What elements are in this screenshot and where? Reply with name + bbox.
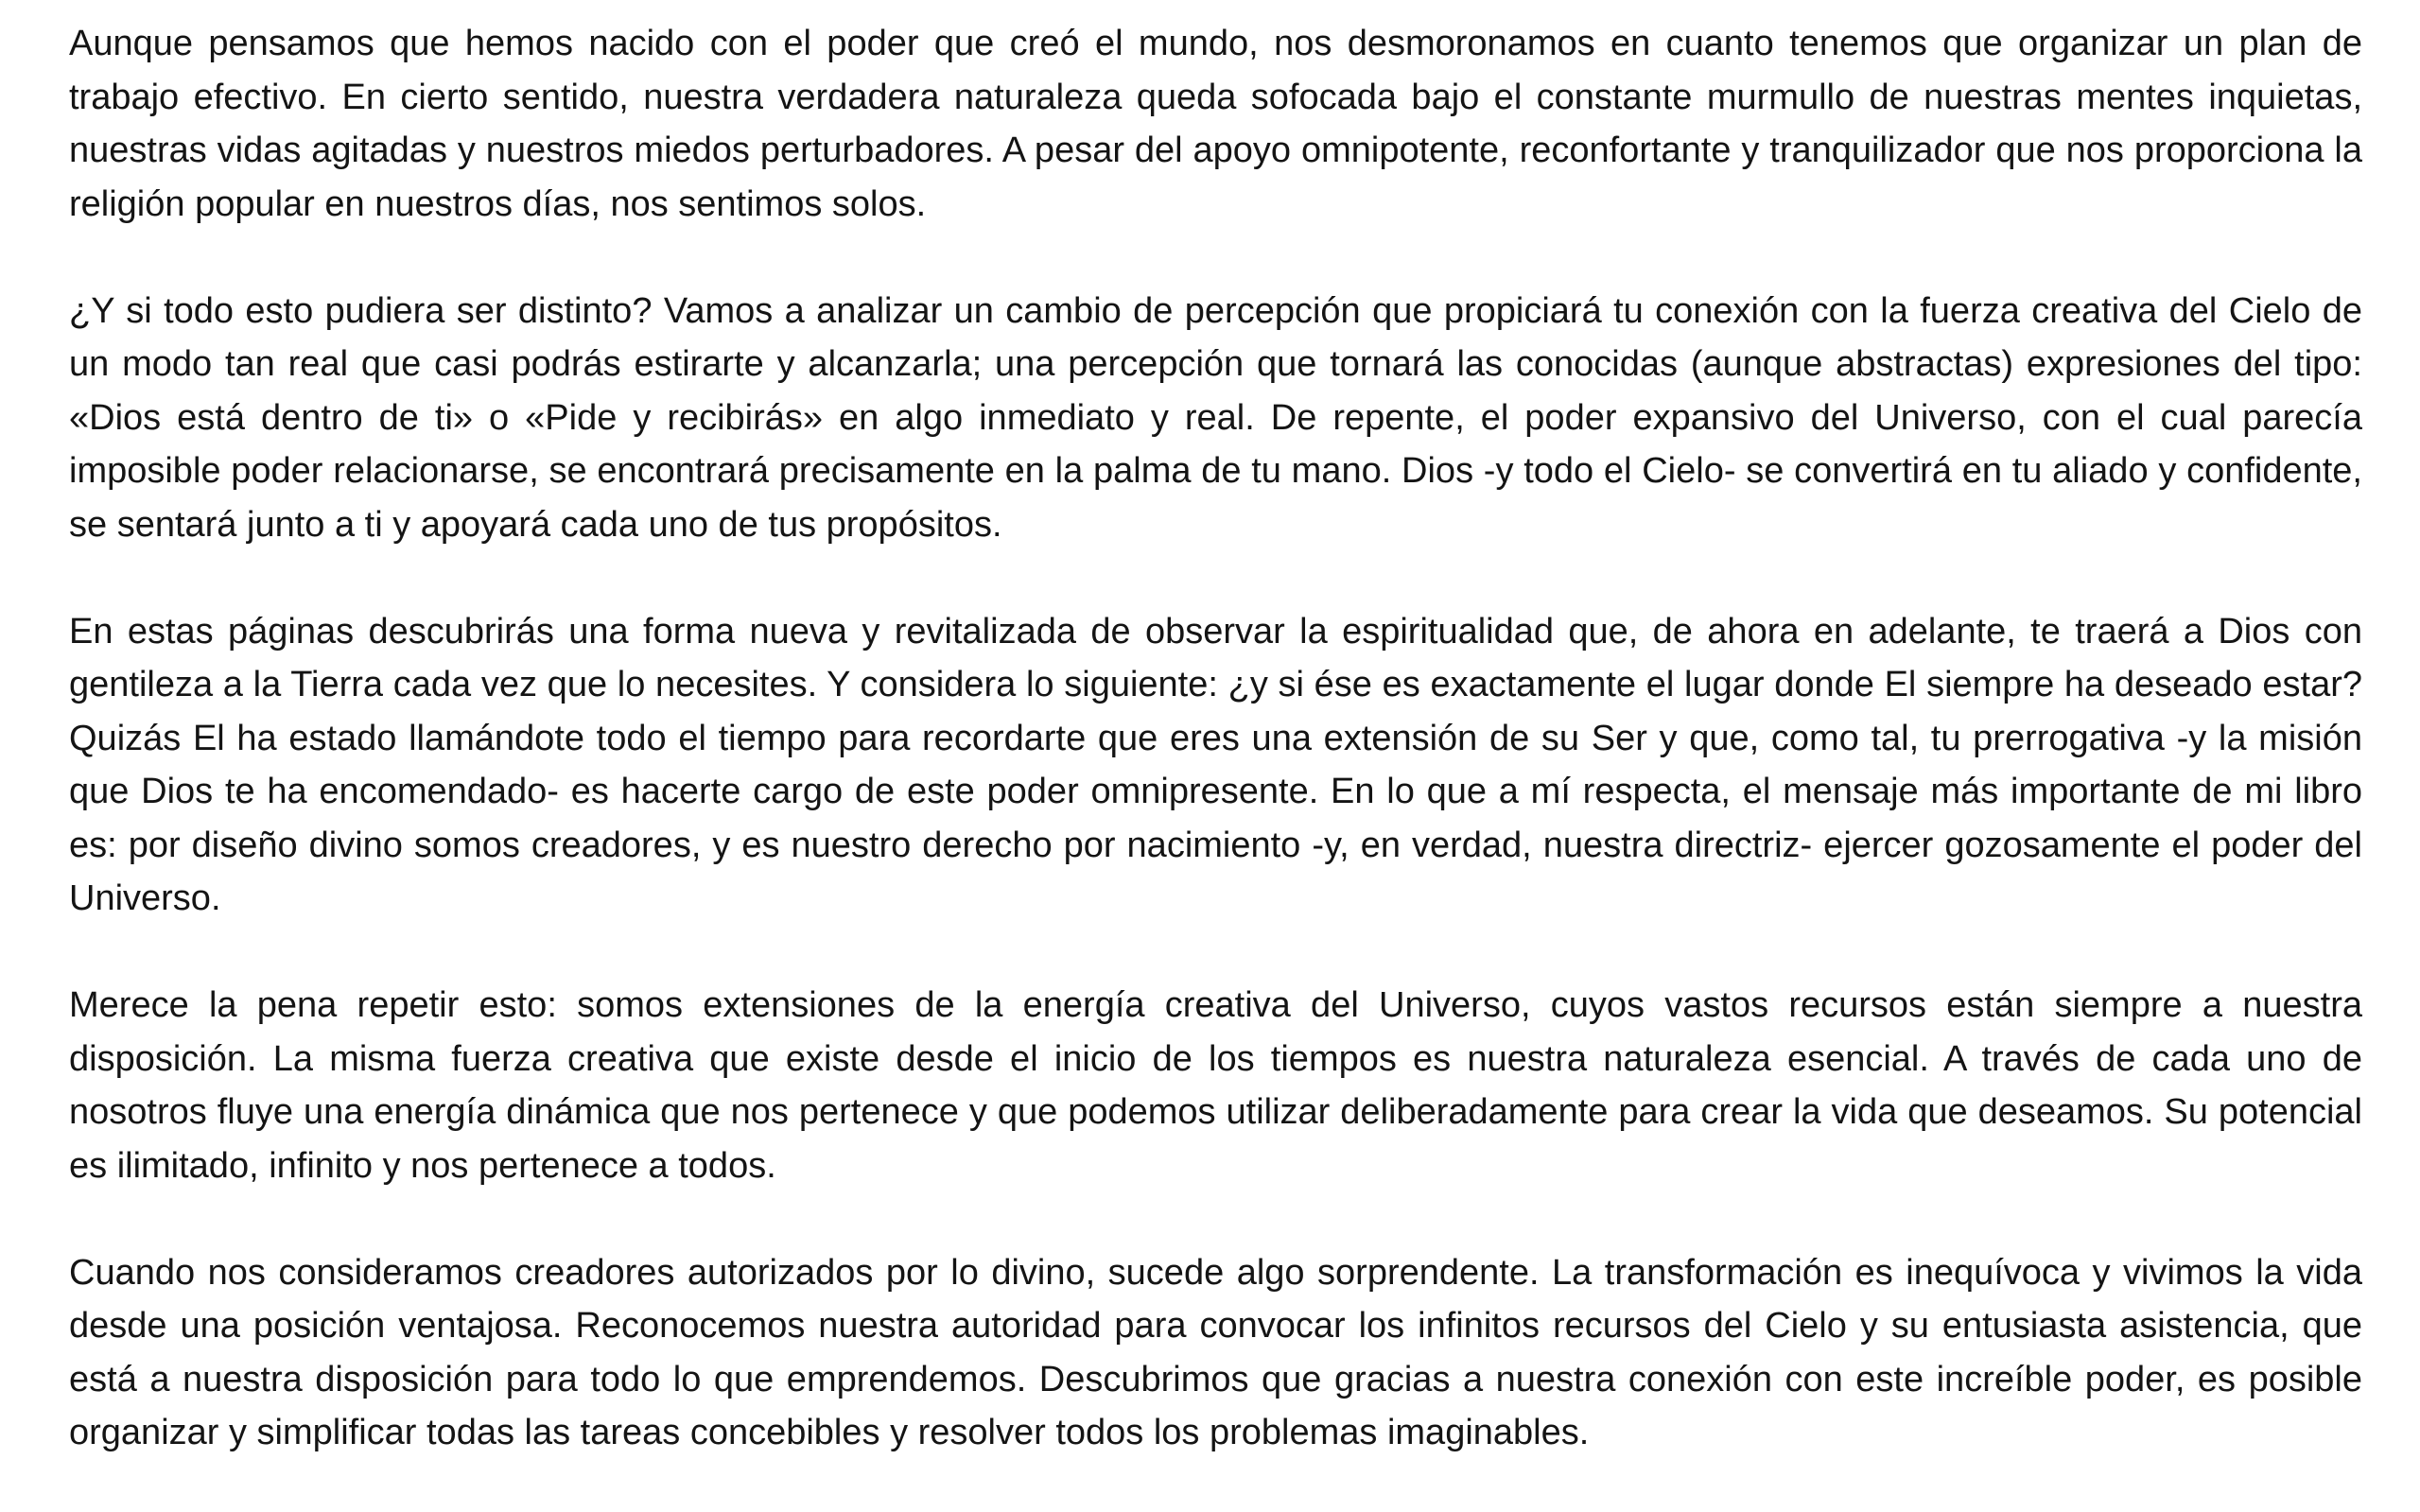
paragraph-1: Aunque pensamos que hemos nacido con el poder que creó el mundo, nos desmoronamos en cuanto tenemos que organizar un plan de trabajo efectivo. En cierto sentido, nuestra verdadera naturaleza queda sofocada bajo el constante murmullo de nuestras mentes inquietas, nuestras vidas agitadas y nuestros miedos perturbadores. A pesar del apoyo omnipotente, reconfortante y tranquilizador que nos proporciona la religión popular en nuestros días, nos sentimos solos. — [69, 24, 2362, 224]
paragraph-4: Merece la pena repetir esto: somos extensiones de la energía creativa del Universo, cuyos vastos recursos están siempre a nuestra disposición. La misma fuerza creativa que existe desde el inicio de los tiempos es nuestra naturaleza esencial. A través de cada uno de nosotros fluye una energía dinámica que nos pertenece y que podemos utilizar deliberadamente para crear la vida que deseamos. Su potencial es ilimitado, infinito y nos pertenece a todos. — [69, 985, 2362, 1186]
paragraph-5: Cuando nos consideramos creadores autorizados por lo divino, sucede algo sorprendente. La transformación es inequívoca y vivimos la vida desde una posición ventajosa. Reconocemos nuestra autoridad para convocar los infinitos recursos del Cielo y su entusiasta asistencia, que está a nuestra disposición para todo lo que emprendemos. Descubrimos que gracias a nuestra conexión con este increíble poder, es posible organizar y simplificar todas las tareas concebibles y resolver todos los problemas imaginables. — [69, 1252, 2362, 1452]
paragraph-3: En estas páginas descubrirás una forma nueva y revitalizada de observar la espiritualidad que, de ahora en adelante, te traerá a Dios con gentileza a la Tierra cada vez que lo necesites. Y considera lo siguiente: ¿y si ése es exactamente el lugar donde El siempre ha deseado estar? Quizás El ha estado llamándote todo el tiempo para recordarte que eres una extensión de su Ser y que, como tal, tu prerrogativa -y la misión que Dios te ha encomendado- es hacerte cargo de este poder omnipresente. En lo que a mí respecta, el mensaje más importante de mi libro es: por diseño divino somos creadores, y es nuestro derecho por nacimiento -y, en verdad, nuestra directriz- ejercer gozosamente el poder del Universo. — [69, 611, 2362, 918]
paragraph-2: ¿Y si todo esto pudiera ser distinto? Vamos a analizar un cambio de percepción que propiciará tu conexión con la fuerza creativa del Cielo de un modo tan real que casi podrás estirarte y alcanzarla; una percepción que tornará las conocidas (aunque abstractas) expresiones del tipo: «Dios está dentro de ti» o «Pide y recibirás» en algo inmediato y real. De repente, el poder expansivo del Universo, con el cual parecía imposible poder relacionarse, se encontrará precisamente en la palma de tu mano. Dios -y todo el Cielo- se convertirá en tu aliado y confidente, se sentará junto a ti y apoyará cada uno de tus propósitos. — [69, 290, 2362, 545]
document-body — [69, 17, 2362, 1460]
